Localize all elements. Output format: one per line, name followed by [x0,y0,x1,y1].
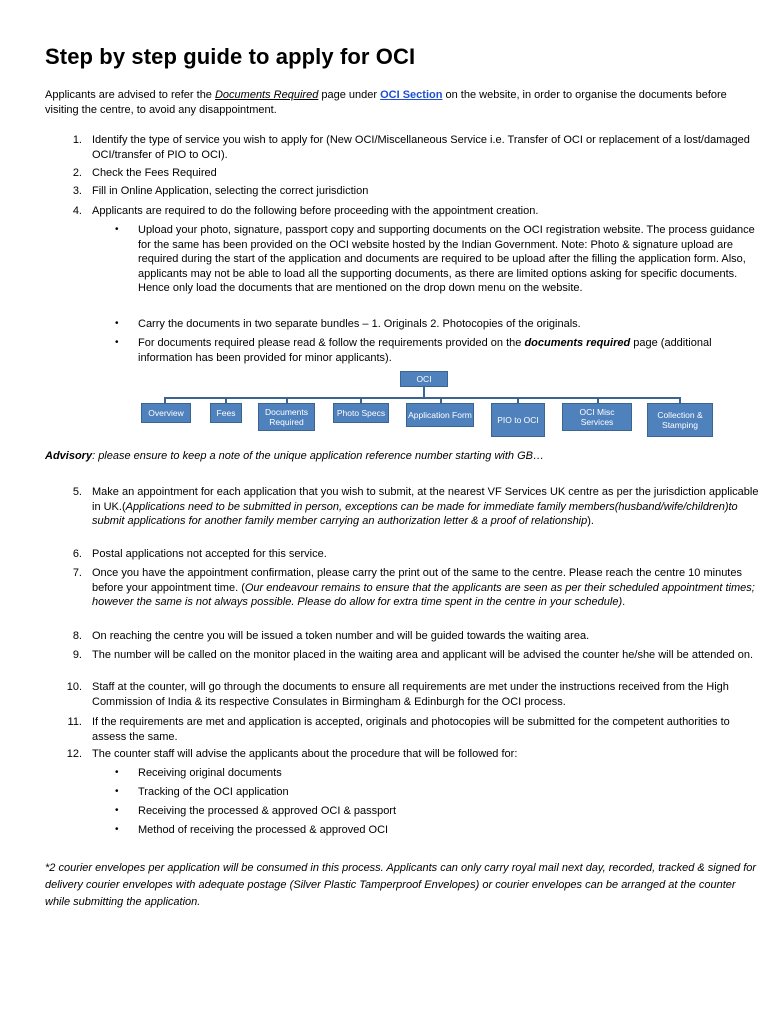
step-text: Check the Fees Required [92,167,217,179]
bullet-glyph: • [115,786,119,797]
step-number: 1. [72,134,82,146]
intro-paragraph [45,88,750,118]
bullet-text: Carry the documents in two separate bundles – 1. Originals 2. Photocopies of the originals. [138,318,581,330]
documents-required-link[interactable]: Documents Required [214,89,319,101]
step-number: 7. [72,567,82,579]
step-text [92,485,760,529]
intro-text-mid: page under [318,89,381,101]
step-number: 4. [72,205,82,217]
org-node-photo-specs: Photo Specs [333,403,389,423]
oci-section-link[interactable]: OCI Section [380,89,443,101]
bullet-glyph: • [115,805,119,816]
advisory-label: Advisory [45,450,93,462]
bullet-glyph: • [115,337,119,348]
bullet-text-post: page (additional information has been provided for minor applicants). [138,337,712,364]
step-text-pre: Once you have the appointment confirmation, please carry the print out of the same to the centre. Please reach the centre 10 minutes before your appointment time. ( [92,567,742,594]
step-number: 8. [72,630,82,642]
step-text: On reaching the centre you will be issued a token number and will be guided towards the waiting area. [92,630,590,642]
footnote: *2 courier envelopes per application will be consumed in this process. Applicants can only carry royal mail next day, recorded, tracked & signed for delivery courier envelopes with adequate postage (Silver Plastic Tamperproof Envelopes) or courier envelopes can be arranged at the counter while submitting the application. [45,862,757,908]
step-number: 12. [66,748,82,760]
step-number: 5. [72,486,82,498]
connector-line [164,397,681,399]
documents-required-emphasis: documents required [524,337,631,349]
step-text: The counter staff will advise the applicants about the procedure that will be followed for: [92,748,518,760]
step-text-italic: Our endeavour remains to ensure that the applicants are seen as per their scheduled appointment times; however the same is not always possible. Please do allow for extra time spent in the centre in your schedule) [92,581,755,608]
org-node-application-form: Application Form [406,403,474,427]
step-text-post: . [622,596,626,608]
org-node-collection-stamping: Collection & Stamping [647,403,713,437]
step-text: Applicants are required to do the following before proceeding with the appointment creation. [92,205,539,217]
step-number: 6. [72,548,82,560]
step-text [92,566,760,610]
intro-text-pre: Applicants are advised to refer the [45,89,215,101]
step-text-pre: Make an appointment for each application that you wish to submit, at the nearest VF Services UK centre as per the jurisdiction applicable in UK.( [92,486,759,513]
step-number: 3. [72,185,82,197]
bullet-text: Method of receiving the processed & approved OCI [138,824,389,836]
bullet-text: Upload your photo, signature, passport copy and supporting documents on the OCI registration website. The process guidance for the same has been provided on the OCI website hosted by the Indian Government. Note: Photo & signature upload are required during the start of the application and documents are required to be upload after the filling the application form. Also, applicants may not be able to load all the supporting documents, as there are limited options asking for specific documents. Hence only load the documents that are mentioned on the drop down menu on the website. [138,224,755,294]
step-text: Staff at the counter, will go through the documents to ensure all requirements are met under the instructions received from the High Commission of India & its respective Consulates in Birmingham & Edinburgh for the OCI process. [92,681,729,708]
org-node-overview: Overview [141,403,191,423]
bullet-text: Tracking of the OCI application [138,786,289,798]
org-node-fees: Fees [210,403,242,423]
step-text: If the requirements are met and application is accepted, originals and photocopies will be submitted for the competent authorities to assess the same. [92,716,730,743]
step-number: 10. [66,681,82,693]
step-text: Fill in Online Application, selecting the correct jurisdiction [92,185,369,197]
advisory-text: : please ensure to keep a note of the unique application reference number starting with GB… [92,450,544,462]
intro-text-post: on the website, in order to organise the documents before visiting the centre, to avoid any disappointment. [45,89,727,116]
bullet-text-pre: For documents required please read & follow the requirements provided on the [138,337,525,349]
step-text-post: ). [587,515,594,527]
bullet-glyph: • [115,224,119,235]
step-text: Postal applications not accepted for this service. [92,548,327,560]
step-text-italic: Applications need to be submitted in person, exceptions can be made for immediate family members(husband/wife/children)to submit applications for another family member carrying an authorization letter & a proof of relationship [92,500,738,527]
bullet-text: Receiving the processed & approved OCI & passport [138,805,397,817]
bullet-text: Receiving original documents [138,767,282,779]
bullet-glyph: • [115,318,119,329]
org-node-oci-misc-services: OCI Misc Services [562,403,632,431]
org-node-documents-required: Documents Required [258,403,315,431]
oci-org-chart [0,366,768,446]
step-number: 9. [72,649,82,661]
bullet-text [138,336,760,365]
org-node-oci: OCI [400,371,448,387]
step-number: 11. [67,716,82,728]
org-node-pio-to-oci: PIO to OCI [491,403,545,437]
page-title: Step by step guide to apply for OCI [45,44,416,69]
bullet-glyph: • [115,824,119,835]
step-text: Identify the type of service you wish to apply for (New OCI/Miscellaneous Service i.e. Transfer of OCI or replacement of a lost/damaged OCI/transfer of PIO to OCI). [92,134,750,161]
step-text: The number will be called on the monitor placed in the waiting area and applicant will be advised the counter he/she will be attended on. [92,649,754,661]
step-number: 2. [72,167,82,179]
advisory-note [45,450,544,462]
bullet-glyph: • [115,767,119,778]
